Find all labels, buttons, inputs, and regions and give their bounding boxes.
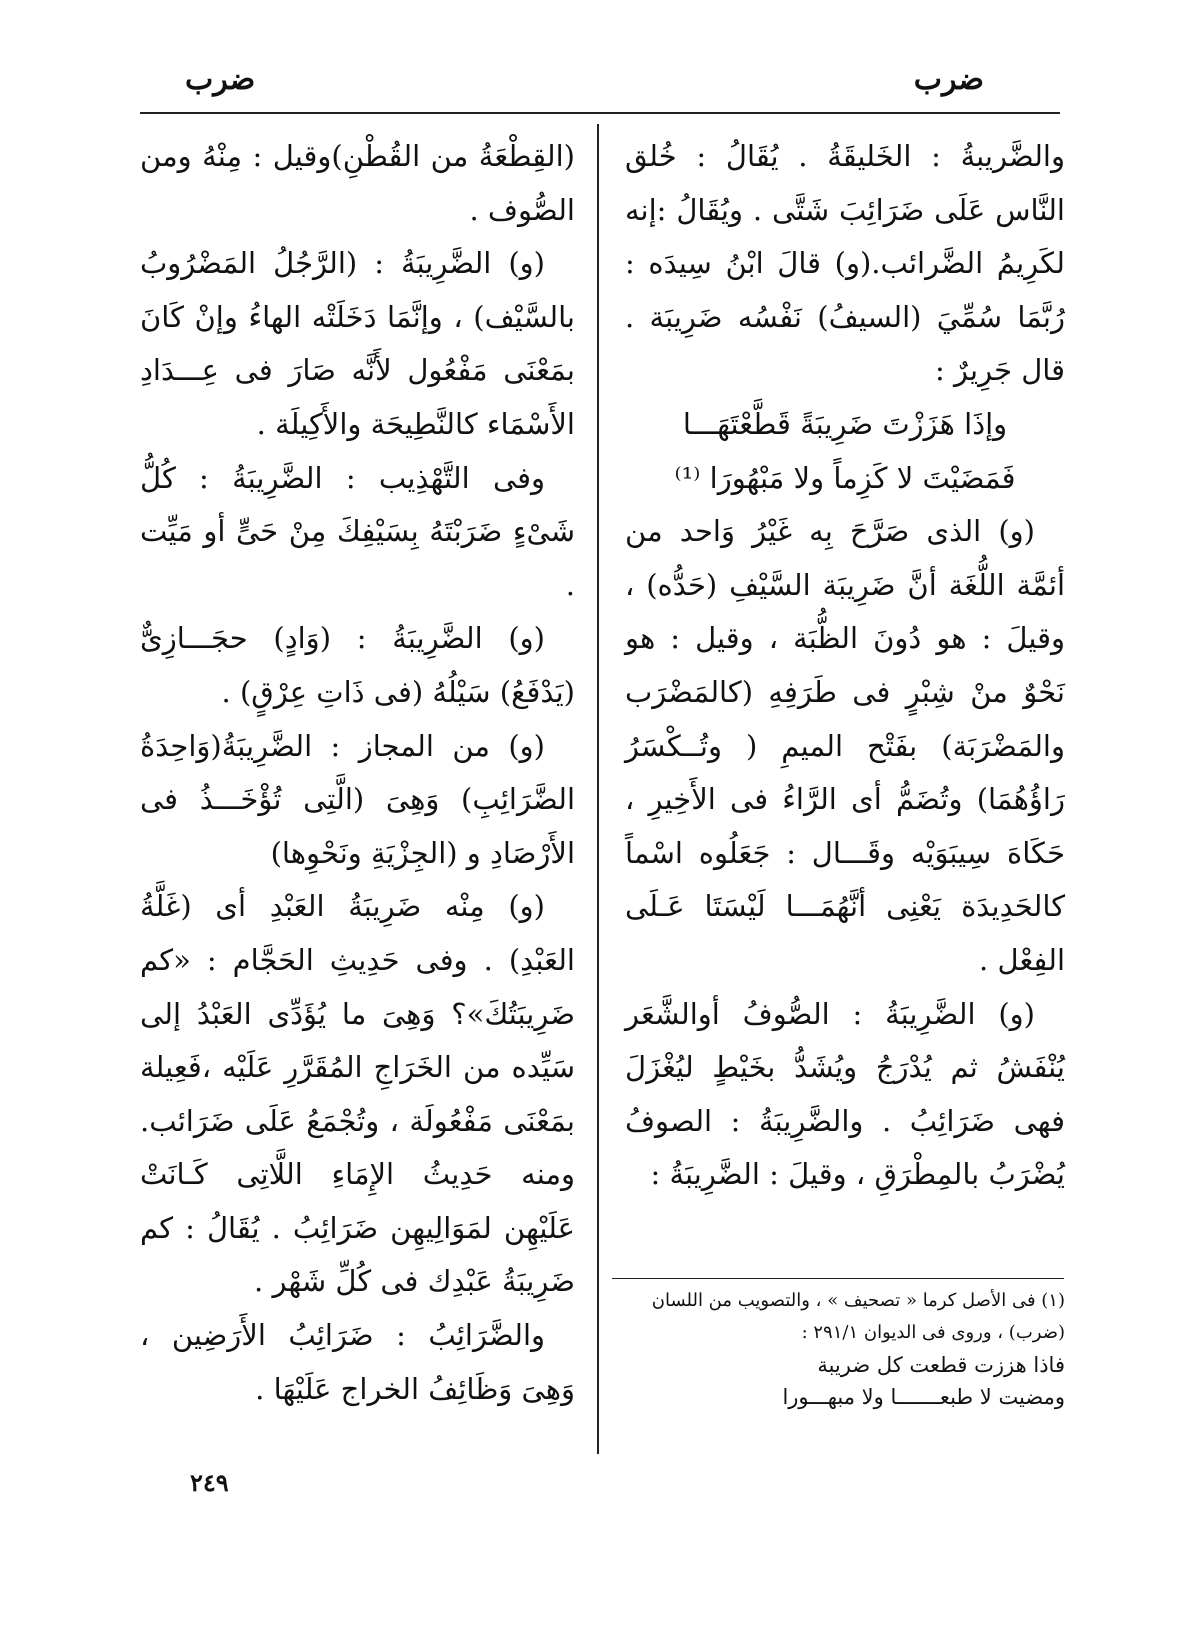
header-rule [140, 112, 1060, 114]
left-paragraph-5: (و) من المجاز : الضَّرِيبَةُ(وَاحِدَةُ الضَّرَائِبِ) وَهِىَ (الَّتِى تُؤْخَـــذُ فى الأَرْصَادِ و (الجِزْيَةِ ونَحْوِها) [140, 728, 575, 870]
footnote-verse-1: فاذا هززت قطعت كل ضريبة [817, 1353, 1065, 1377]
right-column [625, 130, 1065, 1202]
footnote-verse-2: ومضيت لا طبعـــــــا ولا مبهـــورا [782, 1385, 1065, 1409]
left-paragraph-4: (و) الضَّرِيبَةُ : (وَادٍ) حجَـــازِىٌّ (يَدْفَعُ) سَيْلُهُ (فى ذَاتِ عِرْقٍ) . [140, 621, 575, 709]
footnote-rule [612, 1278, 1064, 1279]
header-word-left: ضرب [185, 62, 256, 97]
column-divider [597, 124, 599, 1454]
poem-line-2: فَمَضَيْتَ لا كَزِماً ولا مَبْهُورَا ⁽¹⁾ [674, 460, 1016, 495]
footnote-1: (١) فى الأصل كرما « تصحيف » ، والتصويب من اللسان (ضرب) ، وروى فى الديوان ٢٩١/١ : [651, 1290, 1065, 1343]
right-paragraph-2: (و) الذى صَرَّحَ بِه غَيْرُ وَاحد من أئمَّة اللُّغَة أنَّ ضَرِيبَة السَّيْفِ (حَدُّه) ، وقيلَ : هو دُونَ الظُّبَة ، وقيل : هو نَحْوٌ منْ شِبْرٍ فى طَرَفِهِ (كالمَضْرَب والمَضْرَبَة) بفَتْح الميمِ ( وتُــكْسَرُ رَاؤُهُمَا) وتُضَمُّ أى الرَّاءُ فى الأَخِيرِ ، حَكَاهَ سِيبَوَيْه وقَـــال : جَعَلُوه اسْماً كالحَدِيدَة يَعْنِى أنَّهُمَـــا لَيْسَتَا عَـلَى الفِعْل . [625, 514, 1065, 977]
left-column [140, 130, 575, 1416]
left-paragraph-2: (و) الضَّرِيبَةُ : (الرَّجُلُ المَضْرُوبُ بالسَّيْف) ، وإنَّمَا دَخَلَتْه الهاءُ وإنْ كَانَ بمَعْنَى مَفْعُول لأَنَّه صَارَ فى عِـــدَادِ الأَسْمَاء كالنَّطِيحَة والأَكِيلَة . [140, 246, 575, 441]
left-paragraph-3: وفى التَّهْذِيب : الضَّرِيبَةُ : كُلُّ شَىْءٍ ضَرَبْتَهُ بِسَيْفِكَ مِنْ حَىٍّ أو مَيِّت . [140, 460, 575, 602]
left-paragraph-7: والضَّرَائِبُ : ضَرَائِبُ الأَرَضِين ، وَهِىَ وَظَائِفُ الخراج عَلَيْهَا . [140, 1318, 575, 1406]
page-number: ٢٤٩ [190, 1468, 229, 1497]
right-paragraph-1: والضَّريبةُ : الخَليقَةُ . يُقَالُ : خُلق النَّاس عَلَى ضَرَائِبَ شَتَّى . ويُقَالُ :إنه لكَرِيمُ الضَّرائب.(و) قالَ ابْنُ سِيدَه : رُبَّمَا سُمِّيَ (السيفُ) نَفْسُه ضَرِيبَة . قال جَرِيرٌ : [625, 139, 1065, 388]
header-word-right: ضرب [913, 62, 984, 97]
left-paragraph-6: (و) مِنْه ضَرِيبَةُ العَبْدِ أى (غَلَّةُ العَبْدِ) . وفى حَدِيثِ الحَجَّام : «كم ضَرِيبَتُكَ»؟ وَهِىَ ما يُؤَدِّى العَبْدُ إلى سَيِّده من الخَرَاجِ المُقَرَّرِ عَلَيْه ،فَعِيلة بمَعْنَى مَفْعُولَة ، وتُجْمَعُ عَلَى ضَرَائب. ومنه حَدِيثُ الإِمَاءِ اللَّاتِى كَـانَتْ عَلَيْهِن لمَوَالِيهِن ضَرَائِبُ . يُقَالُ : كم ضَرِيبَةُ عَبْدِك فى كُلِّ شَهْر . [140, 889, 575, 1299]
right-paragraph-3: (و) الضَّرِيبَةُ : الصُّوفُ أوالشَّعَر يُنْفَشُ ثم يُدْرَجُ ويُشَدُّ بخَيْطٍ ليُغْزَلَ فهى ضَرَائِبُ . والضَّرِيبَةُ : الصوفُ يُضْرَبُ بالمِطْرَقِ ، وقيلَ : الضَّرِيبَةُ : [625, 996, 1065, 1192]
footnotes [620, 1285, 1065, 1413]
left-paragraph-1: (القِطْعَةُ من القُطْنِ)وقيل : مِنْهُ ومن الصُّوف . [140, 139, 575, 227]
poem-line-1: وإذَا هَزَزْتَ ضَرِيبَةً قَطَّعْتَهَـــا [682, 406, 1008, 441]
